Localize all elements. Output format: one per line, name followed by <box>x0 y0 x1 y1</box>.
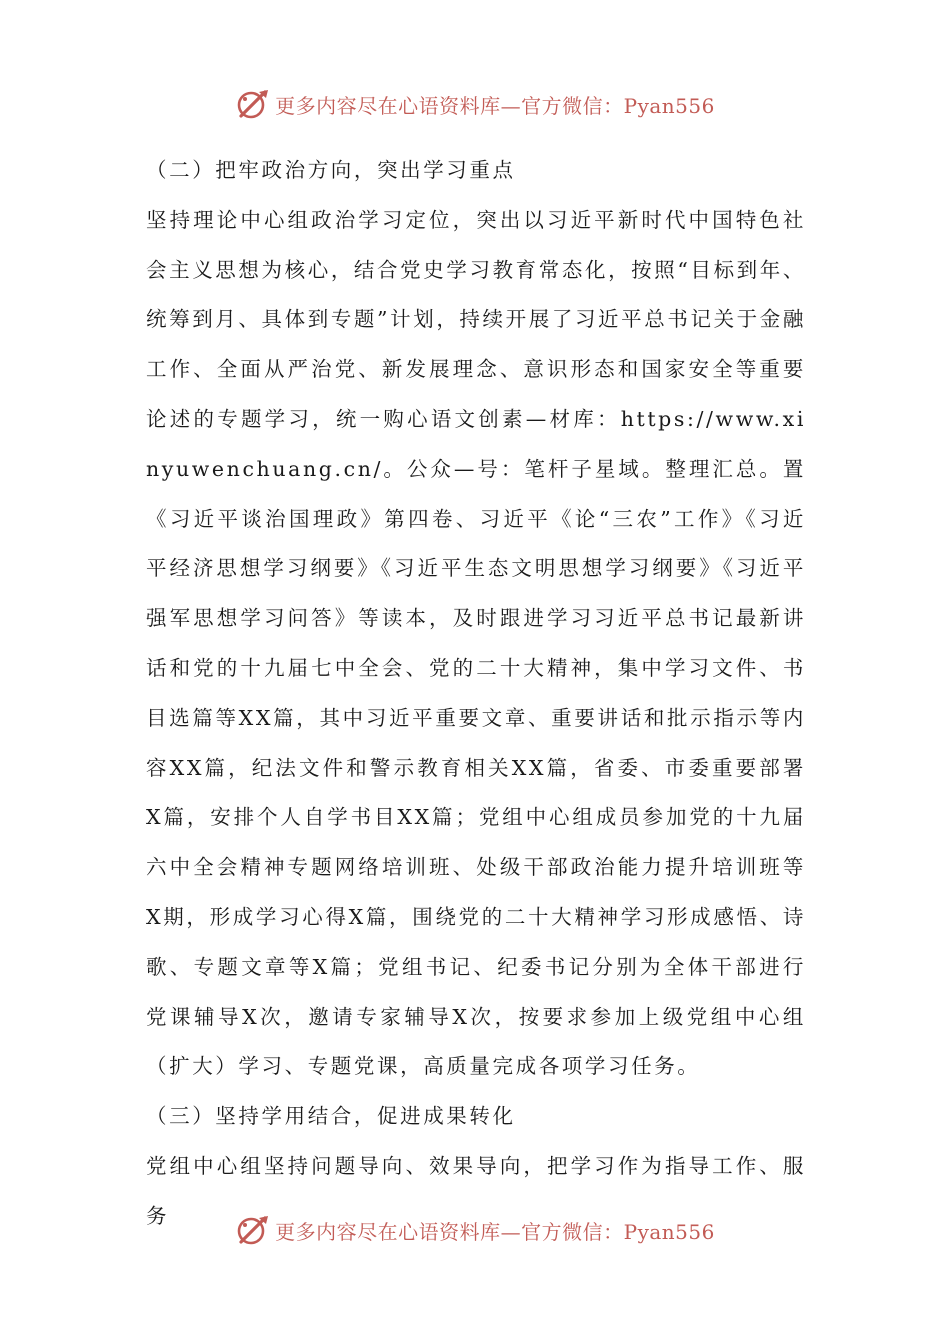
section-heading-2: （二）把牢政治方向，突出学习重点 <box>146 158 516 182</box>
section-paragraph-3: 党组中心组坚持问题导向、效果导向，把学习作为指导工作、服务 <box>146 1153 806 1228</box>
header-banner-text: 更多内容尽在心语资料库—官方微信：Pyan556 <box>275 93 715 118</box>
header-banner <box>0 82 950 126</box>
footer-banner-text: 更多内容尽在心语资料库—官方微信：Pyan556 <box>275 1219 715 1244</box>
document-body <box>146 146 806 1242</box>
footer-banner <box>0 1208 950 1252</box>
ink-brush-seal-icon <box>235 1212 271 1248</box>
section-heading-3: （三）坚持学用结合，促进成果转化 <box>146 1104 516 1129</box>
ink-brush-seal-icon <box>235 86 271 122</box>
section-paragraph-2: 坚持理论中心组政治学习定位，突出以习近平新时代中国特色社会主义思想为核心，结合党史学习教育常态化，按照“目标到年、统筹到月、具体到专题”计划，持续开展了习近平总书记关于金融工作、全面从严治党、新发展理念、意识形态和国家安全等重要论述的专题学习，统一购心语文创素—材库：https://www.xinyuwenchuang.cn/。公众—号：笔杆子星域。整理汇总。置《习近平谈治国理政》第四卷、习近平《论“三农”工作》《习近平经济思想学习纲要》《习近平生态文明思想学习纲要》《习近平强军思想学习问答》等读本，及时跟进学习习近平总书记最新讲话和党的十九届七中全会、党的二十大精神，集中学习文件、书目选篇等XX篇，其中习近平重要文章、重要讲话和批示指示等内容XX篇，纪法文件和警示教育相关XX篇，省委、市委重要部署X篇，安排个人自学书目XX篇；党组中心组成员参加党的十九届六中全会精神专题网络培训班、处级干部政治能力提升培训班等X期，形成学习心得X篇，围绕党的二十大精神学习形成感悟、诗歌、专题文章等X篇；党组书记、纪委书记分别为全体干部进行党课辅导X次，邀请专家辅导X次，按要求参加上级党组中心组（扩大）学习、专题党课，高质量完成各项学习任务。 <box>146 207 806 1079</box>
